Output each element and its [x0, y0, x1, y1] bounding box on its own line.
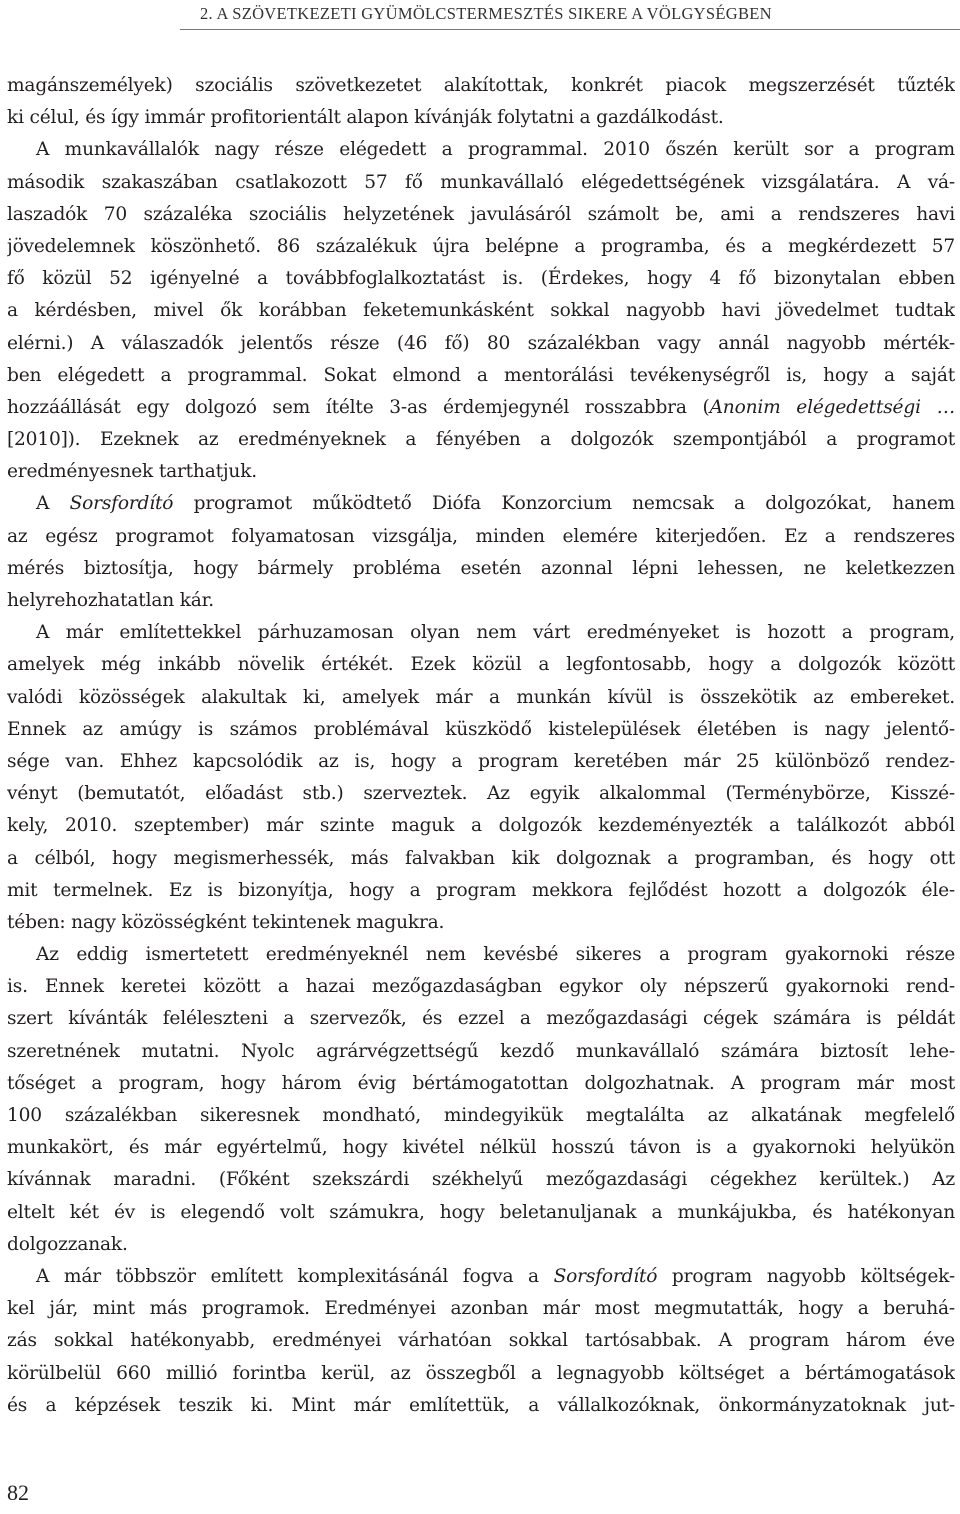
text-run: 100 százalékban sikeresnek mondható, mindegyikük megtalálta az alkatának megfelelő: [7, 1105, 955, 1126]
text-line: [7, 682, 955, 714]
text-line: [7, 843, 955, 875]
text-run: második szakaszában csatlakozott 57 fő munkavállaló elégedettségének vizsgálatára. A vá-: [7, 171, 955, 193]
text-run: programot működtető Diófa Konzorcium nemcsak a dolgozókat, hanem: [173, 493, 955, 515]
running-head: 2. A SZÖVETKEZETI GYÜMÖLCSTERMESZTÉS SIKERE A VÖLGYSÉGBEN: [200, 4, 772, 23]
text-line: [7, 1068, 955, 1100]
text-run: tében: nagy közösségként tekintenek magukra.: [7, 911, 445, 933]
text-run: A munkavállalók nagy része elégedett a programmal. 2010 őszén került sor a program: [36, 139, 955, 161]
text-run: kívánnak maradni. (Főként szekszárdi székhelyű mezőgazdasági cégekhez kerültek.) Az: [7, 1169, 955, 1191]
text-run: dolgozzanak.: [7, 1233, 128, 1255]
text-line: [7, 167, 955, 199]
text-run: magánszemélyek) szociális szövetkezetet alakítottak, konkrét piacok megszerzését tűzték: [7, 75, 955, 96]
body-text: [7, 70, 955, 1422]
text-line: [7, 746, 955, 778]
text-line: [7, 1197, 955, 1229]
text-run: hozzáállását egy dolgozó sem ítélte 3-as érdemjegynél rosszabbra (: [7, 396, 710, 418]
text-line: [7, 875, 955, 907]
text-line: [7, 199, 955, 231]
text-line: [7, 1036, 955, 1068]
text-run: Ennek az amúgy is számos problémával küszködő kistelepülések életében is nagy jelentő-: [7, 718, 955, 740]
text-line: [7, 1293, 955, 1325]
text-line: [7, 1261, 955, 1293]
text-run: vényt (bemutatót, előadást stb.) szerveztek. Az egyik alkalommal (Terménybörze, Kisszé-: [7, 783, 955, 805]
text-line: [7, 456, 955, 488]
text-run: helyrehozhatatlan kár.: [7, 590, 215, 611]
page-number: 82: [7, 1480, 29, 1505]
text-line: [7, 134, 955, 166]
text-run: Az eddig ismertetett eredményeknél nem kevésbé sikeres a program gyakornoki része: [36, 944, 955, 966]
text-run: és a képzések teszik ki. Mint már említettük, a vállalkozóknak, önkormányzatoknak jut-: [7, 1394, 955, 1416]
text-line: [7, 617, 955, 649]
text-line: [7, 1325, 955, 1357]
text-line: [7, 1100, 955, 1132]
text-line: [7, 488, 955, 520]
text-line: [7, 360, 955, 392]
text-line: [7, 553, 955, 585]
text-line: [7, 1390, 955, 1422]
text-line: [7, 1003, 955, 1035]
text-run: [2010]). Ezeknek az eredményeknek a fényében a dolgozók szempontjából a programot: [7, 429, 955, 451]
text-line: [7, 907, 955, 939]
text-run: az egész programot folyamatosan vizsgálja, minden elemére kiterjedően. Ez a rendszeres: [7, 525, 955, 547]
text-run: ben elégedett a programmal. Sokat elmond a mentorálási tevékenységről is, hogy a saját: [7, 364, 955, 386]
text-run: program nagyobb költségek-: [657, 1265, 955, 1287]
text-run: valódi közösségek alakultak ki, amelyek már a munkán kívül is összekötik az embereket.: [7, 686, 955, 708]
text-line: [7, 714, 955, 746]
text-run: szert kívánták feléleszteni a szervezők, és ezzel a mezőgazdasági cégek számára is példát: [7, 1008, 955, 1030]
text-line: [7, 102, 955, 134]
text-line: [7, 810, 955, 842]
header-rule: [180, 29, 960, 30]
text-run: eltelt két év is elegendő volt számukra, hogy beletanuljanak a munkájukba, és hatékonyan: [7, 1201, 955, 1223]
text-line: [7, 231, 955, 263]
text-run: mit termelnek. Ez is bizonyítja, hogy a program mekkora fejlődést hozott a dolgozók éle-: [7, 879, 955, 901]
italic-run: Sorsfordító: [69, 493, 174, 515]
text-run: munkakört, és már egyértelmű, hogy kivétel nélkül hosszú távon is a gyakornoki helyükön: [7, 1137, 955, 1159]
italic-run: Sorsfordító: [553, 1265, 658, 1287]
text-line: [7, 585, 955, 617]
text-run: A már többször említett komplexitásánál fogva a: [36, 1265, 554, 1287]
text-line: [7, 778, 955, 810]
text-run: elérni.) A válaszadók jelentős része (46 fő) 80 százalékban vagy annál nagyobb mérték-: [7, 332, 955, 354]
text-run: mérés biztosítja, hogy bármely probléma esetén azonnal lépni lehessen, ne keletkezzen: [7, 557, 955, 579]
text-run: ki célul, és így immár profitorientált alapon kívánják folytatni a gazdálkodást.: [7, 107, 724, 129]
text-run: körülbelül 660 millió forintba kerül, az összegből a legnagyobb költséget a bértámogatások: [7, 1362, 955, 1384]
text-run: kel jár, mint más programok. Eredményei azonban már most megmutatták, hogy a beruhá-: [7, 1298, 955, 1320]
text-run: zás sokkal hatékonyabb, eredményei várhatóan sokkal tartósabbak. A program három éve: [7, 1330, 955, 1352]
text-line: [7, 295, 955, 327]
text-line: [7, 263, 955, 295]
text-line: [7, 971, 955, 1003]
text-line: [7, 1132, 955, 1164]
text-line: [7, 328, 955, 360]
text-line: [7, 424, 955, 456]
text-run: a kérdésben, mivel ők korábban feketemunkásként sokkal nagyobb havi jövedelmet tudtak: [7, 300, 955, 322]
text-run: szeretnének mutatni. Nyolc agrárvégzettségű kezdő munkavállaló számára biztosít lehe-: [7, 1040, 955, 1062]
text-line: [7, 521, 955, 553]
text-line: [7, 1229, 955, 1261]
text-run: kely, 2010. szeptember) már szinte maguk a dolgozók kezdeményezték a találkozót abból: [7, 815, 955, 837]
text-run: amelyek még inkább növelik értékét. Ezek közül a legfontosabb, hogy a dolgozók között: [7, 654, 955, 676]
text-run: sége van. Ehhez kapcsolódik az is, hogy a program keretében már 25 különböző rendez-: [7, 750, 955, 772]
text-line: [7, 1164, 955, 1196]
text-line: [7, 939, 955, 971]
text-run: eredményesnek tarthatjuk.: [7, 461, 257, 483]
text-run: fő közül 52 igényelné a továbbfoglalkoztatást is. (Érdekes, hogy 4 fő bizonytalan ebben: [7, 268, 955, 290]
text-run: laszadók 70 százaléka szociális helyzetének javulásáról számolt be, ami a rendszeres havi: [7, 203, 955, 225]
text-run: tőséget a program, hogy három évig bértámogatottan dolgozhatnak. A program már most: [7, 1072, 955, 1094]
text-run: A már említettekkel párhuzamosan olyan nem várt eredményeket is hozott a program,: [36, 622, 955, 644]
text-run: a célból, hogy megismerhessék, más falvakban kik dolgoznak a programban, és hogy ott: [7, 847, 955, 869]
text-run: A: [36, 493, 70, 515]
text-line: [7, 392, 955, 424]
italic-run: Anonim elégedettségi …: [709, 396, 955, 418]
text-line: [7, 1358, 955, 1390]
text-line: [7, 70, 955, 102]
text-run: is. Ennek keretei között a hazai mezőgazdaságban egykor oly népszerű gyakornoki rend-: [7, 976, 955, 998]
text-run: jövedelemnek köszönhető. 86 százalékuk újra belépne a programba, és a megkérdezett 57: [7, 235, 955, 257]
text-line: [7, 649, 955, 681]
